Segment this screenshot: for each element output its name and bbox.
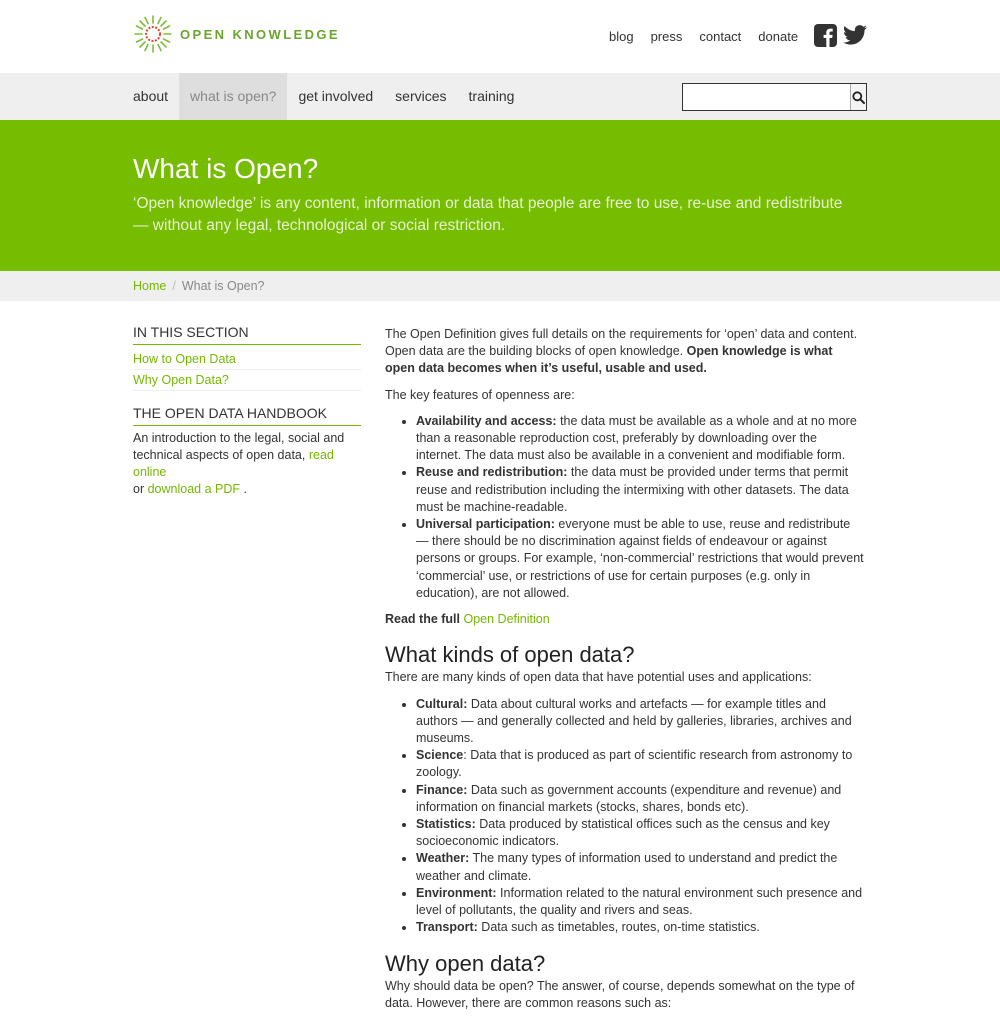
search-input[interactable] (683, 84, 850, 110)
kinds-list (416, 696, 865, 937)
twitter-icon (843, 24, 867, 46)
feature-text: the data must be provided under terms that permit reuse and redistribution including the intermixing with other datasets. The data must be machine-readable. (416, 465, 849, 514)
top-link-press[interactable]: press (650, 29, 683, 44)
search-icon (852, 91, 865, 104)
list-item (416, 516, 865, 602)
social-links (814, 24, 867, 47)
nav-training[interactable]: training (468, 88, 515, 104)
sidebar-item (133, 370, 361, 391)
kind-text: Data such as government accounts (expenditure and revenue) and information on financial markets (stocks, shares, bonds etc). (416, 782, 842, 814)
kind-term: Environment: (416, 885, 497, 900)
heading-why-open-data: Why open data? (385, 950, 546, 976)
top-link-donate[interactable]: donate (758, 29, 799, 44)
list-item (416, 885, 865, 919)
breadcrumb-home[interactable]: Home (133, 279, 167, 293)
kind-text: Data such as timetables, routes, on-time statistics. (481, 920, 760, 935)
download-pdf-link[interactable]: download a PDF (147, 482, 241, 496)
top-link-blog[interactable]: blog (609, 29, 634, 44)
list-item (416, 696, 865, 748)
sidebar-link-why-open-data[interactable]: Why Open Data? (133, 373, 229, 387)
feature-text: everyone must be able to use, reuse and redistribute — there should be no discrimination against fields of endeavour or against persons or groups. For example, ‘non-commercial’ restrictions that would prevent ‘commercial’ use, or restrictions of use for certain purposes (e.g. only in education), are not allowed. (416, 517, 864, 600)
handbook-text: An introduction to the legal, social and technical aspects of open data, (133, 431, 345, 462)
read-online-link[interactable]: read online (133, 448, 334, 479)
kinds-intro: There are many kinds of open data that have potential uses and applications: (385, 670, 812, 685)
heading-kinds-of-open-data: What kinds of open data? (385, 642, 635, 668)
feature-text: the data must be available as a whole and at no more than a reasonable reproduction cost, preferably by downloading over the internet. The data must also be available in a convenient and modifiable form. (416, 413, 857, 463)
sidebar-item (133, 349, 361, 370)
list-item (416, 464, 865, 516)
search-form (682, 83, 867, 111)
breadcrumb (0, 271, 1000, 301)
site-logo[interactable] (133, 14, 340, 54)
page-title: What is Open? (133, 153, 319, 184)
kind-text: The many types of information used to understand and predict the weather and climate. (416, 851, 838, 883)
kind-term: Statistics: (416, 817, 476, 832)
main-nav (133, 73, 525, 120)
open-knowledge-logo-icon (133, 14, 173, 54)
search-button[interactable] (850, 84, 866, 110)
nav-services[interactable]: services (395, 88, 447, 104)
breadcrumb-current: What is Open? (181, 279, 265, 293)
twitter-link[interactable] (843, 24, 867, 47)
sidebar-section-title: IN THIS SECTION (133, 324, 361, 345)
sidebar-link-how-to-open-data[interactable]: How to Open Data (133, 352, 236, 366)
kind-term: Cultural: (416, 696, 468, 711)
feature-term: Availability and access: (416, 413, 557, 428)
handbook-description (133, 430, 361, 498)
intro-bold-text: Open knowledge is what open data becomes when it’s useful, usable and used. (385, 344, 833, 376)
sidebar (133, 324, 361, 498)
facebook-icon (814, 24, 837, 47)
list-item (416, 919, 865, 936)
list-item (416, 816, 865, 850)
main-area (0, 301, 1000, 1030)
article-content (385, 326, 865, 1021)
intro-paragraph (385, 326, 865, 378)
handbook-title: THE OPEN DATA HANDBOOK (133, 405, 361, 426)
kind-term: Finance: (416, 782, 468, 797)
features-list (416, 413, 865, 602)
top-links (609, 29, 815, 44)
intro-text: The Open Definition gives full details on the requirements for ‘open’ data and content. Open data are the building blocks of open knowledge. (385, 327, 858, 359)
nav-about[interactable]: about (133, 88, 169, 104)
page-subtitle: ‘Open knowledge’ is any content, information or data that people are free to use, re-use and redistribute — without any legal, technological or social restriction. (133, 195, 843, 234)
read-full-label: Read the full (385, 612, 461, 627)
feature-term: Reuse and redistribution: (416, 465, 568, 480)
site-header (0, 0, 1000, 73)
kind-term: Weather: (416, 851, 470, 866)
kind-term: Transport: (416, 920, 478, 935)
facebook-link[interactable] (814, 24, 837, 47)
handbook-end: . (243, 482, 247, 496)
breadcrumb-separator: / (172, 279, 176, 293)
kind-text: Data about cultural works and artefacts — for example titles and authors — and generally collected and held by galleries, libraries, archives and museums. (416, 696, 852, 746)
top-link-contact[interactable]: contact (699, 29, 742, 44)
list-item (416, 782, 865, 816)
nav-get-involved[interactable]: get involved (298, 88, 374, 104)
open-definition-link[interactable]: Open Definition (463, 612, 550, 627)
kind-text: Data produced by statistical offices such as the census and key socioeconomic indicators. (416, 817, 830, 849)
key-features-label: The key features of openness are: (385, 387, 575, 402)
handbook-or: or (133, 482, 145, 496)
sidebar-links (133, 349, 361, 391)
brand-name: OPEN KNOWLEDGE (180, 26, 340, 42)
why-paragraph: Why should data be open? The answer, of course, depends somewhat on the type of data. However, there are common reasons such as: (385, 978, 855, 1010)
read-full-line (385, 611, 865, 628)
feature-term: Universal participation: (416, 517, 555, 532)
list-item (416, 413, 865, 465)
kind-text: Information related to the natural environment such presence and level of pollutants, the quality and rivers and seas. (416, 885, 863, 918)
kind-term: Science (416, 748, 464, 763)
kind-text: : Data that is produced as part of scientific research from astronomy to zoology. (416, 748, 853, 780)
main-nav-bar (0, 73, 1000, 120)
list-item (416, 747, 865, 781)
nav-what-is-open[interactable]: what is open? (179, 73, 287, 120)
list-item (416, 850, 865, 884)
page-hero (0, 120, 1000, 271)
